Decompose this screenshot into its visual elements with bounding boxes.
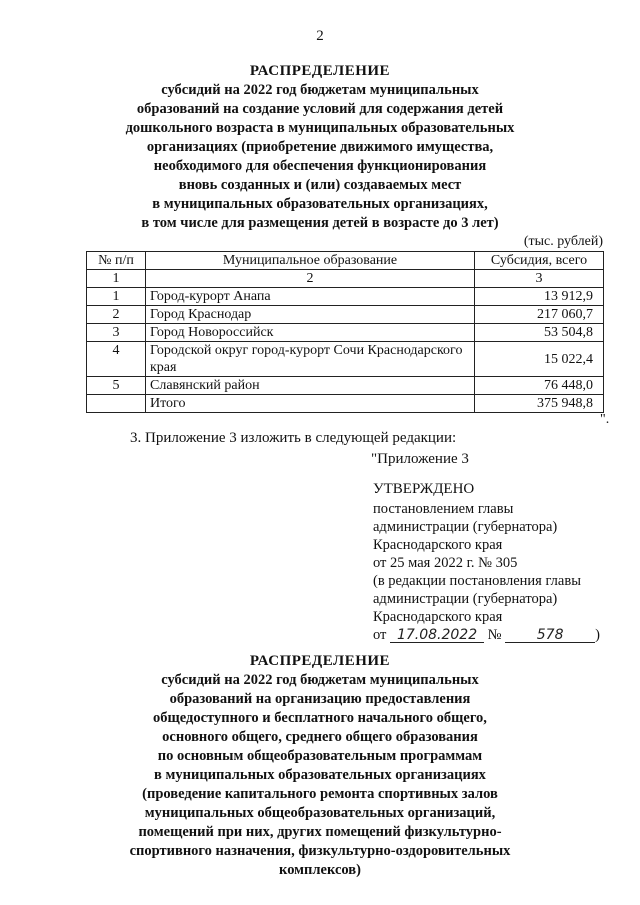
approval-line: администрации (губернатора) [373,591,558,607]
section2-title: РАСПРЕДЕЛЕНИЕ [249,653,391,669]
close-paren: ) [595,627,600,643]
amount-cell: 76 448,0 [475,377,604,395]
section1-subtitle-line: в том числе для размещения детей в возрасте до 3 лет) [141,215,499,231]
total-label-cell: Итого [146,395,475,413]
section1-subtitle-line: образований на создание условий для содержания детей [136,101,504,117]
section2-subtitle-line: по основным общеобразовательным программам [157,748,483,764]
municipality-cell: Славянский район [146,377,475,395]
section2-heading [100,652,540,880]
empty-cell [87,395,146,413]
handwritten-date: 17.08.2022 [390,628,484,643]
total-row [87,395,604,413]
approval-block [373,480,600,644]
section2-subtitle-line: общедоступного и бесплатного начального общего, [153,710,487,726]
annex-label: "Приложение 3 [371,451,469,467]
approval-line: Краснодарского края [373,537,503,553]
handwritten-number: 578 [505,628,595,643]
column-number-cell: 3 [475,270,604,288]
row-number-cell: 5 [87,377,146,395]
row-number-cell: 4 [87,342,146,377]
units-label: (тыс. рублей) [523,234,603,249]
section2-subtitle-line: основного общего, среднего общего образования [162,729,478,745]
section2-subtitle-line: помещений при них, других помещений физкультурно- [138,824,502,840]
municipality-cell: Город Новороссийск [146,324,475,342]
table-row [87,377,604,395]
page-number: 2 [316,28,324,44]
column-number-cell: 2 [146,270,475,288]
row-number-cell: 3 [87,324,146,342]
number-sign: № [487,627,502,643]
date-prefix: от [373,627,387,643]
municipality-cell: Город-курорт Анапа [146,288,475,306]
section2-subtitle-line: в муниципальных образовательных организациях [154,767,486,783]
table-row [87,342,604,377]
header-cell: Субсидия, всего [475,252,604,270]
section1-subtitle-line: организациях (приобретение движимого имущества, [146,139,494,155]
section2-subtitle-line: комплексов) [279,862,361,878]
section2-subtitle-line: образований на организацию предоставления [169,691,471,707]
approval-line: администрации (губернатора) [373,519,558,535]
section2-subtitle-line: (проведение капитального ремонта спортивных залов [142,786,498,802]
approval-line: (в редакции постановления главы [373,573,581,589]
table-row [87,324,604,342]
approval-line: Краснодарского края [373,609,503,625]
section1-heading [120,62,520,233]
section1-subtitle-line: в муниципальных образовательных организациях, [152,196,488,212]
approval-line: от 25 мая 2022 г. № 305 [373,555,518,571]
table-row [87,306,604,324]
amount-cell: 13 912,9 [475,288,604,306]
section1-subtitle-line: вновь созданных и (или) создаваемых мест [178,177,462,193]
row-number-cell: 1 [87,288,146,306]
municipality-cell: Город Краснодар [146,306,475,324]
approval-date-line [373,626,600,644]
section2-subtitle-line: субсидий на 2022 год бюджетам муниципальных [161,672,479,688]
municipality-cell: Городской округ город-курорт Сочи Краснодарского края [146,342,475,377]
amount-cell: 217 060,7 [475,306,604,324]
amount-cell: 53 504,8 [475,324,604,342]
section1-title: РАСПРЕДЕЛЕНИЕ [249,63,391,79]
section2-subtitle-line: муниципальных общеобразовательных организаций, [144,805,496,821]
subsidy-table [86,251,604,413]
approval-line: постановлением главы [373,501,514,517]
table-row [87,288,604,306]
table-header-row [87,252,604,270]
section2-subtitle-line: спортивного назначения, физкультурно-оздоровительных [129,843,511,859]
section1-subtitle-line: необходимого для обеспечения функционирования [153,158,487,174]
header-cell: № п/п [87,252,146,270]
row-number-cell: 2 [87,306,146,324]
column-number-row [87,270,604,288]
section1-subtitle-line: субсидий на 2022 год бюджетам муниципальных [161,82,479,98]
section1-subtitle-line: дошкольного возраста в муниципальных образовательных [125,120,515,136]
approved-label: УТВЕРЖДЕНО [373,481,475,497]
item3-text: 3. Приложение 3 изложить в следующей редакции: [130,430,457,446]
total-amount-cell: 375 948,8 [475,395,604,413]
amount-cell: 15 022,4 [475,342,604,377]
column-number-cell: 1 [87,270,146,288]
header-cell: Муниципальное образование [146,252,475,270]
closing-quote: ". [600,412,610,427]
